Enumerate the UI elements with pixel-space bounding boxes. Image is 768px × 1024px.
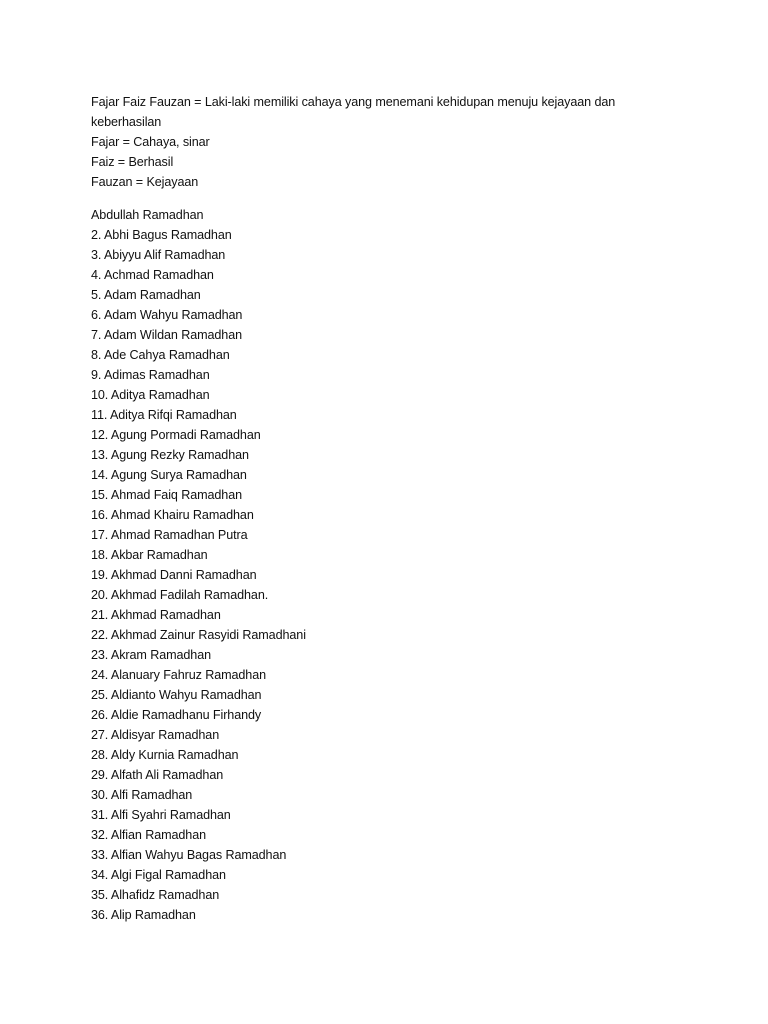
name-meaning-section xyxy=(91,92,691,192)
fajar-meaning: Fajar = Cahaya, sinar xyxy=(91,135,210,149)
list-item: 30. Alfi Ramadhan xyxy=(91,788,193,802)
list-item: 6. Adam Wahyu Ramadhan xyxy=(91,308,243,322)
list-item: 32. Alfian Ramadhan xyxy=(91,828,207,842)
list-item: 2. Abhi Bagus Ramadhan xyxy=(91,228,232,242)
list-item: 18. Akbar Ramadhan xyxy=(91,548,208,562)
list-item: 34. Algi Figal Ramadhan xyxy=(91,868,226,882)
list-item: 28. Aldy Kurnia Ramadhan xyxy=(91,748,239,762)
list-item: Abdullah Ramadhan xyxy=(91,208,204,222)
list-item: 12. Agung Pormadi Ramadhan xyxy=(91,428,261,442)
list-item: 8. Ade Cahya Ramadhan xyxy=(91,348,230,362)
list-item: 4. Achmad Ramadhan xyxy=(91,268,214,282)
faiz-meaning: Faiz = Berhasil xyxy=(91,155,174,169)
name-list xyxy=(91,205,691,925)
list-item: 15. Ahmad Faiq Ramadhan xyxy=(91,488,243,502)
list-item: 19. Akhmad Danni Ramadhan xyxy=(91,568,257,582)
list-item: 36. Alip Ramadhan xyxy=(91,908,196,922)
list-item: 35. Alhafidz Ramadhan xyxy=(91,888,220,902)
list-item: 10. Aditya Ramadhan xyxy=(91,388,210,402)
list-item: 9. Adimas Ramadhan xyxy=(91,368,210,382)
list-item: 24. Alanuary Fahruz Ramadhan xyxy=(91,668,267,682)
list-item: 16. Ahmad Khairu Ramadhan xyxy=(91,508,254,522)
list-item: 26. Aldie Ramadhanu Firhandy xyxy=(91,708,262,722)
list-item: 14. Agung Surya Ramadhan xyxy=(91,468,247,482)
list-item: 7. Adam Wildan Ramadhan xyxy=(91,328,243,342)
list-item: 21. Akhmad Ramadhan xyxy=(91,608,221,622)
full-name-meaning: Fajar Faiz Fauzan = Laki-laki memiliki cahaya yang menemani kehidupan menuju kejayaan dan keberhasilan xyxy=(91,95,616,129)
list-item: 29. Alfath Ali Ramadhan xyxy=(91,768,224,782)
list-item: 17. Ahmad Ramadhan Putra xyxy=(91,528,248,542)
list-item: 11. Aditya Rifqi Ramadhan xyxy=(91,408,237,422)
list-item: 31. Alfi Syahri Ramadhan xyxy=(91,808,231,822)
fauzan-meaning: Fauzan = Kejayaan xyxy=(91,175,199,189)
list-item: 5. Adam Ramadhan xyxy=(91,288,201,302)
list-item: 13. Agung Rezky Ramadhan xyxy=(91,448,249,462)
list-item: 27. Aldisyar Ramadhan xyxy=(91,728,220,742)
list-item: 3. Abiyyu Alif Ramadhan xyxy=(91,248,226,262)
list-item: 33. Alfian Wahyu Bagas Ramadhan xyxy=(91,848,287,862)
list-item: 23. Akram Ramadhan xyxy=(91,648,212,662)
list-item: 20. Akhmad Fadilah Ramadhan. xyxy=(91,588,269,602)
list-item: 25. Aldianto Wahyu Ramadhan xyxy=(91,688,262,702)
list-item: 22. Akhmad Zainur Rasyidi Ramadhani xyxy=(91,628,306,642)
document-page xyxy=(91,92,691,925)
